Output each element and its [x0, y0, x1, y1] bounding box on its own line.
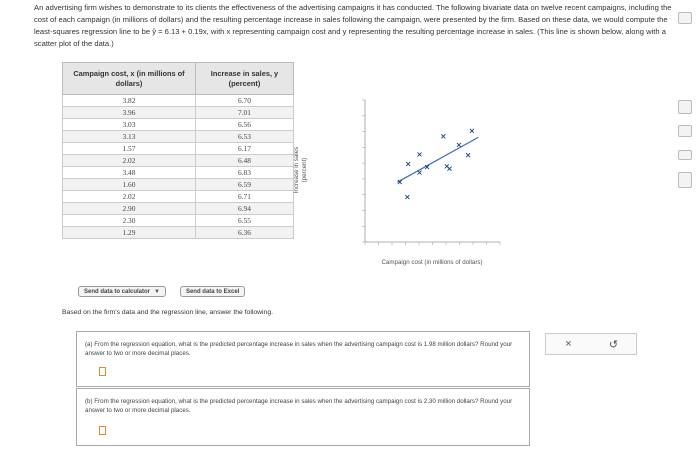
cost-cell: 2.02 [63, 191, 196, 203]
sales-cell: 6.53 [195, 131, 293, 143]
sales-cell: 6.55 [195, 215, 293, 227]
side-tab[interactable] [678, 150, 692, 160]
data-point [405, 195, 409, 199]
chevron-down-icon[interactable]: ▼ [154, 288, 160, 295]
sales-cell: 6.59 [195, 179, 293, 191]
sales-cell: 6.36 [195, 227, 293, 239]
part-b-answer-input[interactable] [99, 426, 106, 435]
sales-cell: 6.83 [195, 167, 293, 179]
data-point [406, 162, 410, 166]
part-a-answer-input[interactable] [99, 367, 106, 376]
data-table [62, 62, 294, 239]
side-tab[interactable] [678, 172, 692, 188]
header-sales-increase: Increase in sales, y (percent) [195, 63, 293, 95]
table-row [63, 167, 294, 179]
table-row [63, 179, 294, 191]
question-part-b [76, 388, 530, 446]
y-axis-label: Increase in sales (percent) [293, 146, 308, 194]
data-point [441, 134, 445, 138]
table-row [63, 107, 294, 119]
table-row [63, 203, 294, 215]
cost-cell: 2.30 [63, 215, 196, 227]
cost-cell: 1.57 [63, 143, 196, 155]
side-tab[interactable] [678, 12, 692, 24]
intro-text-pre: An advertising firm wishes to demonstrate to its clients the effectiveness of the advertising campaigns it has conducted. The following bivariate data on twelve recent campaigns, including the cost of each campaign (in millions of dollars) and the resulting percentage increase in sales following the campaign, were presented by the firm. Based on these data, we would compute the least-squares regression line to be [34, 3, 672, 36]
answer-action-panel [545, 333, 637, 355]
data-point [448, 167, 452, 171]
table-row [63, 131, 294, 143]
header-campaign-cost: Campaign cost, x (in millions of dollars) [63, 63, 196, 95]
table-body [63, 95, 294, 239]
sales-cell: 6.17 [195, 143, 293, 155]
table-row [63, 215, 294, 227]
send-to-calculator-button[interactable] [78, 286, 166, 297]
table-row [63, 227, 294, 239]
part-b-text: (b) From the regression equation, what is the predicted percentage increase in sales when the advertising campaign cost is 2.30 million dollars? Round your answer to two or more decimal places. [85, 398, 513, 414]
sales-cell: 6.71 [195, 191, 293, 203]
cost-cell: 2.90 [63, 203, 196, 215]
close-icon[interactable]: × [565, 338, 572, 350]
cost-cell: 2.02 [63, 155, 196, 167]
cost-cell: 3.48 [63, 167, 196, 179]
data-point [466, 153, 470, 157]
table-row [63, 155, 294, 167]
problem-intro [34, 2, 684, 50]
part-a-text: (a) From the regression equation, what is the predicted percentage increase in sales when the advertising campaign cost is 1.98 million dollars? Round your answer to two or more decimal places. [85, 341, 513, 357]
regression-equation: ŷ = 6.13 + 0.19x [152, 27, 207, 36]
sales-cell: 6.70 [195, 95, 293, 107]
table-row [63, 119, 294, 131]
question-part-a [76, 331, 530, 387]
cost-cell: 3.96 [63, 107, 196, 119]
send-to-calculator-label: Send data to calculator [84, 288, 151, 295]
cost-cell: 1.60 [63, 179, 196, 191]
send-to-excel-button[interactable]: Send data to Excel [180, 286, 245, 297]
data-point [418, 152, 422, 156]
answer-prompt: Based on the firm's data and the regression line, answer the following. [62, 309, 273, 316]
sales-cell: 7.01 [195, 107, 293, 119]
x-axis-label: Campaign cost (in millions of dollars) [381, 259, 483, 266]
regression-line [397, 137, 478, 182]
cost-cell: 1.29 [63, 227, 196, 239]
data-point [418, 171, 422, 175]
table-header-row [63, 63, 294, 95]
intro-text-post: , with x representing campaign cost and y representing the resulting percentage increase in sales. (This line is shown below, along with a scatter plot of the data.) [34, 27, 666, 48]
cost-cell: 3.82 [63, 95, 196, 107]
data-point [470, 129, 474, 133]
table-row [63, 95, 294, 107]
data-point [457, 143, 461, 147]
table-row [63, 191, 294, 203]
side-tab[interactable] [678, 125, 692, 137]
cost-cell: 3.13 [63, 131, 196, 143]
sales-cell: 6.94 [195, 203, 293, 215]
cost-cell: 3.03 [63, 119, 196, 131]
sales-cell: 6.48 [195, 155, 293, 167]
table-row [63, 143, 294, 155]
undo-icon[interactable]: ↺ [608, 338, 619, 351]
side-tab[interactable] [678, 100, 692, 114]
sales-cell: 6.56 [195, 119, 293, 131]
send-data-row [78, 286, 245, 297]
